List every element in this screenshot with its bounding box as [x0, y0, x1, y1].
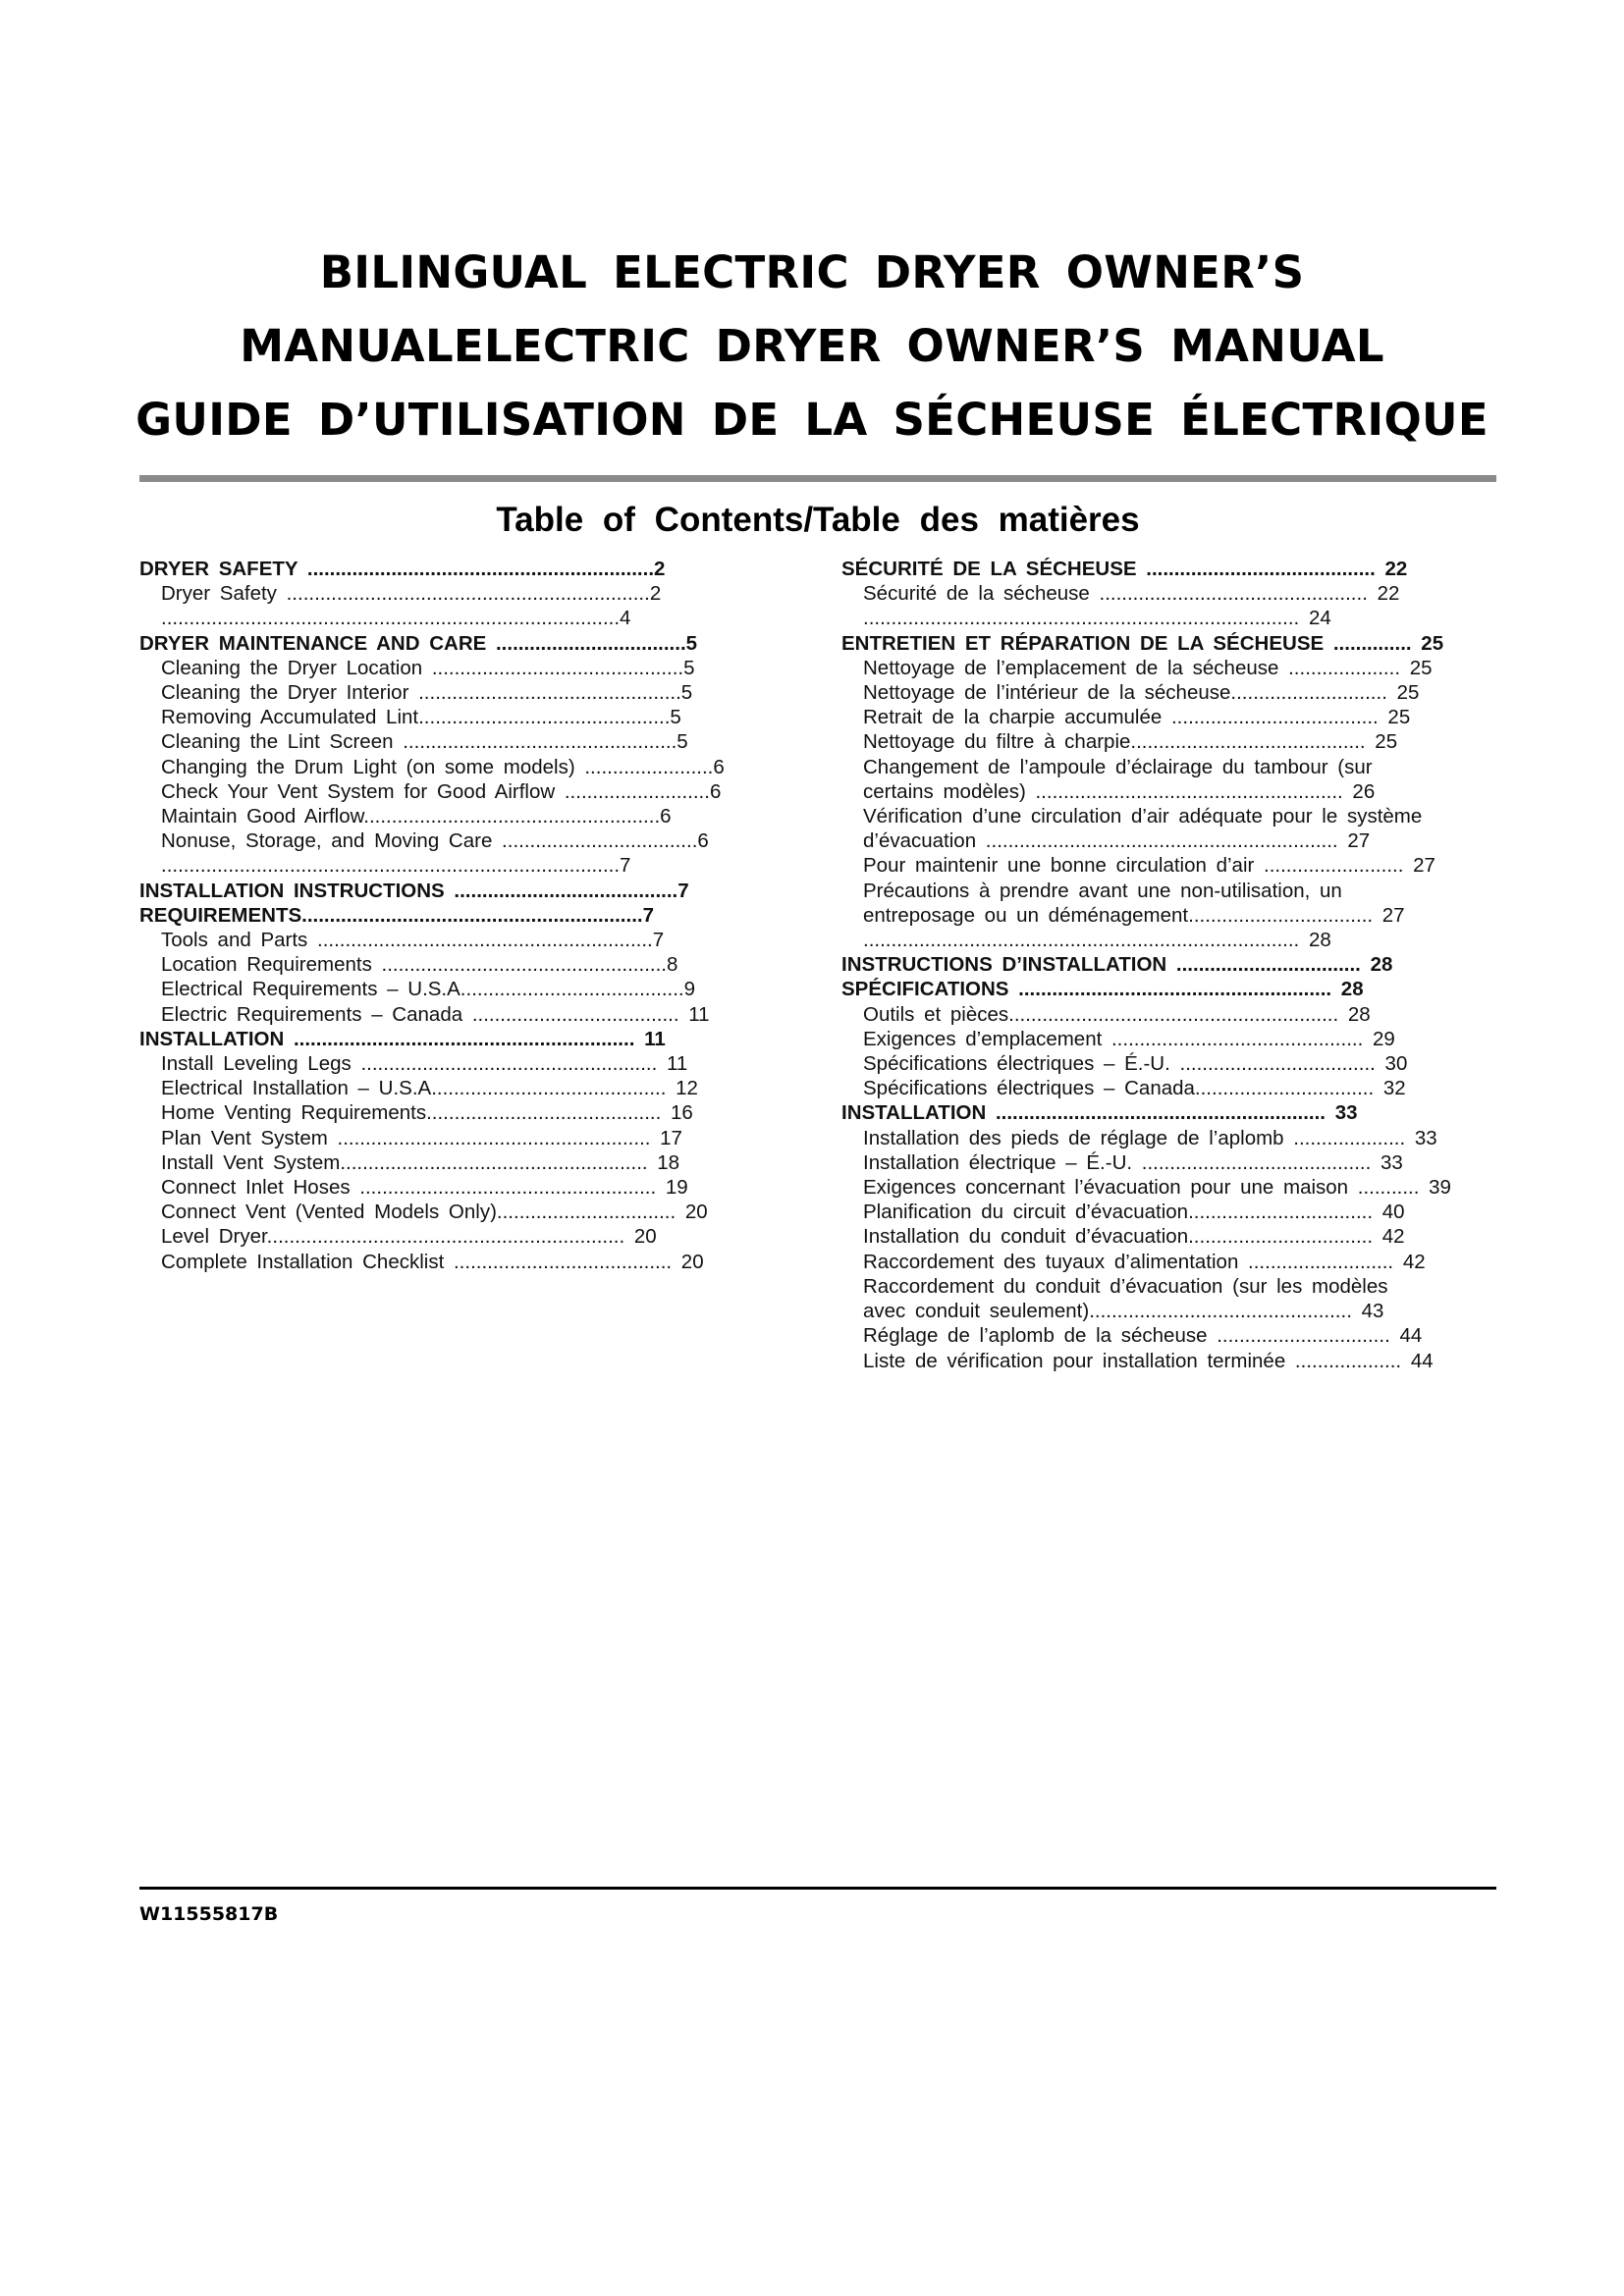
toc-subsection-entry[interactable]: Cleaning the Dryer Location .............................................5 [161, 656, 695, 679]
toc-subsection-entry[interactable]: Cleaning the Dryer Interior ...............................................5 [161, 681, 693, 705]
toc-subsection-entry[interactable]: Home Venting Requirements.......................................... 16 [161, 1101, 693, 1125]
toc-subsection-entry[interactable]: Tools and Parts ............................................................7 [161, 929, 665, 952]
toc-section-entry[interactable]: SPÉCIFICATIONS ........................................................ 28 [841, 978, 1364, 1001]
toc-subsection-entry[interactable]: Cleaning the Lint Screen .................................................5 [161, 730, 688, 754]
toc-subsection-entry[interactable]: Planification du circuit d’évacuation................................. 40 [863, 1201, 1405, 1224]
document-title [118, 236, 1506, 456]
toc-subsection-entry[interactable]: .............................................................................. 28 [863, 929, 1331, 952]
toc-subsection-entry[interactable]: Check Your Vent System for Good Airflow ..........................6 [161, 779, 722, 803]
toc-subsection-entry[interactable]: Electrical Requirements – U.S.A........................................9 [161, 978, 696, 1001]
toc-subsection-entry[interactable]: Location Requirements ...................................................8 [161, 953, 678, 977]
toc-subsection-entry[interactable]: Nettoyage de l’emplacement de la sécheuse .................... 25 [863, 656, 1433, 679]
toc-subsection-entry[interactable]: Raccordement des tuyaux d’alimentation .......................... 42 [863, 1250, 1426, 1273]
toc-subsection-entry[interactable]: Spécifications électriques – Canada................................ 32 [863, 1077, 1406, 1100]
toc-subsection-entry[interactable]: Spécifications électriques – É.-U. ................................... 30 [863, 1052, 1408, 1076]
toc-subsection-entry[interactable]: Nonuse, Storage, and Moving Care ...................................6 [161, 829, 709, 853]
toc-subsection-entry[interactable]: Installation du conduit d’évacuation................................. 42 [863, 1225, 1405, 1249]
toc-column-english [139, 557, 785, 1274]
toc-subsection-entry[interactable]: Changing the Drum Light (on some models) .......................6 [161, 755, 725, 778]
toc-subsection-entry[interactable]: Pour maintenir une bonne circulation d’air ......................... 27 [863, 854, 1435, 878]
toc-section-entry[interactable]: DRYER SAFETY ..............................................................2 [139, 558, 666, 580]
toc-subsection-entry[interactable]: Install Vent System....................................................... 18 [161, 1150, 680, 1174]
toc-subsection-entry[interactable]: ..................................................................................4 [161, 607, 631, 630]
toc-subsection-entry[interactable]: Removing Accumulated Lint.............................................5 [161, 706, 681, 729]
toc-subsection-entry[interactable]: Vérification d’une circulation d’air adéquate pour le système [863, 805, 1423, 828]
toc-subsection-entry[interactable]: Changement de l’ampoule d’éclairage du tambour (sur [863, 755, 1373, 778]
toc-subsection-entry[interactable]: Réglage de l’aplomb de la sécheuse ............................... 44 [863, 1324, 1423, 1348]
title-line-2: MANUALELECTRIC DRYER OWNER’S MANUAL [240, 320, 1384, 372]
toc-section-entry[interactable]: REQUIREMENTS.............................................................7 [139, 903, 654, 927]
toc-section-entry[interactable]: INSTALLATION ............................................................. 11 [139, 1027, 666, 1050]
title-line-1: BILINGUAL ELECTRIC DRYER OWNER’S [319, 246, 1305, 298]
toc-subsection-entry[interactable]: Connect Vent (Vented Models Only)................................ 20 [161, 1201, 708, 1224]
toc-subsection-entry[interactable]: Exigences d’emplacement ............................................. 29 [863, 1027, 1395, 1050]
toc-subsection-entry[interactable]: Nettoyage du filtre à charpie.......................................... 25 [863, 730, 1398, 754]
toc-section-entry[interactable]: INSTALLATION INSTRUCTIONS ........................................7 [139, 879, 689, 902]
toc-subsection-entry[interactable]: Installation des pieds de réglage de l’aplomb .................... 33 [863, 1126, 1437, 1149]
toc-subsection-entry[interactable]: Maintain Good Airflow.....................................................6 [161, 805, 672, 828]
toc-subsection-entry[interactable]: d’évacuation ............................................................... 27 [863, 829, 1371, 853]
toc-subsection-entry[interactable]: Electric Requirements – Canada ..................................... 11 [161, 1002, 710, 1026]
toc-subsection-entry[interactable]: Liste de vérification pour installation terminée ................... 44 [863, 1349, 1434, 1372]
footer-divider [139, 1887, 1496, 1890]
toc-subsection-entry[interactable]: certains modèles) ....................................................... 26 [863, 779, 1376, 803]
toc-subsection-entry[interactable]: Nettoyage de l’intérieur de la sécheuse............................ 25 [863, 681, 1420, 705]
toc-subsection-entry[interactable]: Sécurité de la sécheuse ................................................ 22 [863, 582, 1400, 606]
toc-subsection-entry[interactable]: Installation électrique – É.-U. ......................................... 33 [863, 1150, 1403, 1174]
toc-subsection-entry[interactable]: Précautions à prendre avant une non-utilisation, un [863, 879, 1342, 902]
title-divider [139, 475, 1496, 482]
toc-subsection-entry[interactable]: Retrait de la charpie accumulée ..................................... 25 [863, 706, 1411, 729]
toc-section-entry[interactable]: DRYER MAINTENANCE AND CARE ..................................5 [139, 631, 698, 655]
title-line-3: GUIDE D’UTILISATION DE LA SÉCHEUSE ÉLECTRIQUE [135, 394, 1489, 446]
toc-heading: Table of Contents/Table des matières [496, 501, 1140, 539]
toc-column-french [841, 557, 1531, 1373]
toc-subsection-entry[interactable]: entreposage ou un déménagement................................. 27 [863, 903, 1405, 927]
toc-section-entry[interactable]: INSTRUCTIONS D’INSTALLATION ................................. 28 [841, 953, 1393, 977]
document-code: W11555817B [139, 1903, 279, 1925]
toc-subsection-entry[interactable]: Level Dryer................................................................ 20 [161, 1225, 657, 1249]
toc-subsection-entry[interactable]: Connect Inlet Hoses ..................................................... 19 [161, 1176, 688, 1200]
toc-section-entry[interactable]: SÉCURITÉ DE LA SÉCHEUSE ......................................... 22 [841, 558, 1408, 580]
toc-subsection-entry[interactable]: Raccordement du conduit d’évacuation (sur les modèles [863, 1274, 1388, 1298]
toc-subsection-entry[interactable]: Install Leveling Legs ..................................................... 11 [161, 1052, 688, 1076]
toc-subsection-entry[interactable]: Electrical Installation – U.S.A.......................................... 12 [161, 1077, 698, 1100]
toc-subsection-entry[interactable]: Outils et pièces........................................................... 28 [863, 1002, 1371, 1026]
toc-section-entry[interactable]: INSTALLATION ........................................................... 33 [841, 1101, 1358, 1125]
toc-subsection-entry[interactable]: Exigences concernant l’évacuation pour une maison ........... 39 [863, 1176, 1451, 1200]
toc-subsection-entry[interactable]: ..................................................................................7 [161, 854, 631, 878]
toc-subsection-entry[interactable]: Dryer Safety .................................................................2 [161, 582, 662, 606]
toc-subsection-entry[interactable]: Plan Vent System ........................................................ 17 [161, 1126, 682, 1149]
toc-subsection-entry[interactable]: .............................................................................. 24 [863, 607, 1331, 630]
toc-section-entry[interactable]: ENTRETIEN ET RÉPARATION DE LA SÉCHEUSE .............. 25 [841, 631, 1444, 655]
toc-subsection-entry[interactable]: Complete Installation Checklist ....................................... 20 [161, 1250, 704, 1273]
toc-subsection-entry[interactable]: avec conduit seulement)............................................... 43 [863, 1300, 1384, 1323]
